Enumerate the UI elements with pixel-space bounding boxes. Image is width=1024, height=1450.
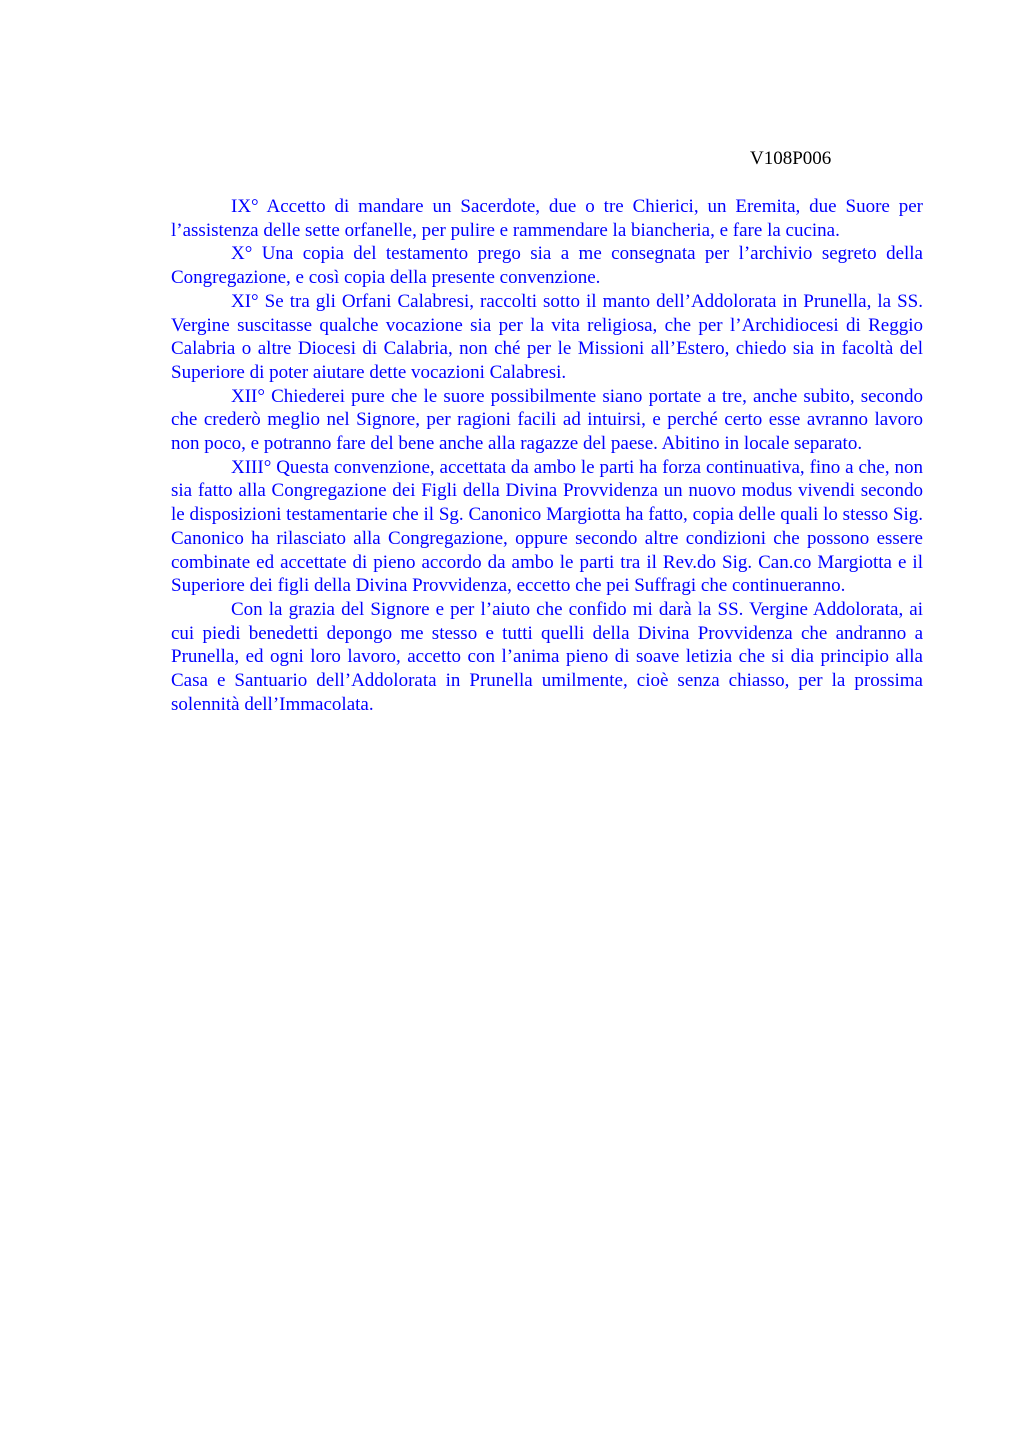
paragraph-xiii: XIII° Questa convenzione, accettata da ambo le parti ha forza continuativa, fino a che, non sia fatto alla Congregazione dei Figli della Divina Provvidenza un nuovo modus vivendi secondo le disposizioni testamentarie che il Sg. Canonico Margiotta ha fatto, copia delle quali lo stesso Sig. Canonico ha rilasciato alla Congregazione, oppure secondo altre condizioni che possono essere combinate ed accettate di pieno accordo da ambo le parti tra il Rev.do Sig. Can.co Margiotta e il Superiore dei figli della Divina Provvidenza, eccetto che pei Suffragi che continueranno. bbox=[171, 456, 923, 597]
paragraph-x: X° Una copia del testamento prego sia a me consegnata per l’archivio segreto della Congregazione, e così copia della presente convenzione. bbox=[171, 243, 923, 289]
document-body bbox=[171, 195, 923, 716]
paragraph-xi: XI° Se tra gli Orfani Calabresi, raccolti sotto il manto dell’Addolorata in Prunella, la SS. Vergine suscitasse qualche vocazione sia per la vita religiosa, che per l’Archidiocesi di Reggio Calabria o altre Diocesi di Calabria, non ché per le Missioni all’Estero, chiedo sia in facoltà del Superiore di poter aiutare dette vocazioni Calabresi. bbox=[171, 290, 923, 383]
paragraph-ix: IX° Accetto di mandare un Sacerdote, due o tre Chierici, un Eremita, due Suore per l’assistenza delle sette orfanelle, per pulire e rammendare la biancheria, e fare la cucina. bbox=[171, 196, 923, 241]
paragraph-closing: Con la grazia del Signore e per l’aiuto che confido mi darà la SS. Vergine Addolorata, ai cui piedi benedetti depongo me stesso e tutti quelli della Divina Provvidenza che andranno a Prunella, ed ogni loro lavoro, accetto con l’anima pieno di soave letizia che si dia principio alla Casa e Santuario dell’Addolorata in Prunella umilmente, cioè senza chiasso, per la prossima solennità dell’Immacolata. bbox=[171, 598, 923, 715]
page-identifier: V108P006 bbox=[750, 148, 832, 169]
paragraph-xii: XII° Chiederei pure che le suore possibilmente siano portate a tre, anche subito, secondo che crederò meglio nel Signore, per ragioni facili ad intuirsi, e perché certo esse avranno lavoro non poco, e potranno fare del bene anche alla ragazze del paese. Abitino in locale separato. bbox=[171, 385, 923, 455]
